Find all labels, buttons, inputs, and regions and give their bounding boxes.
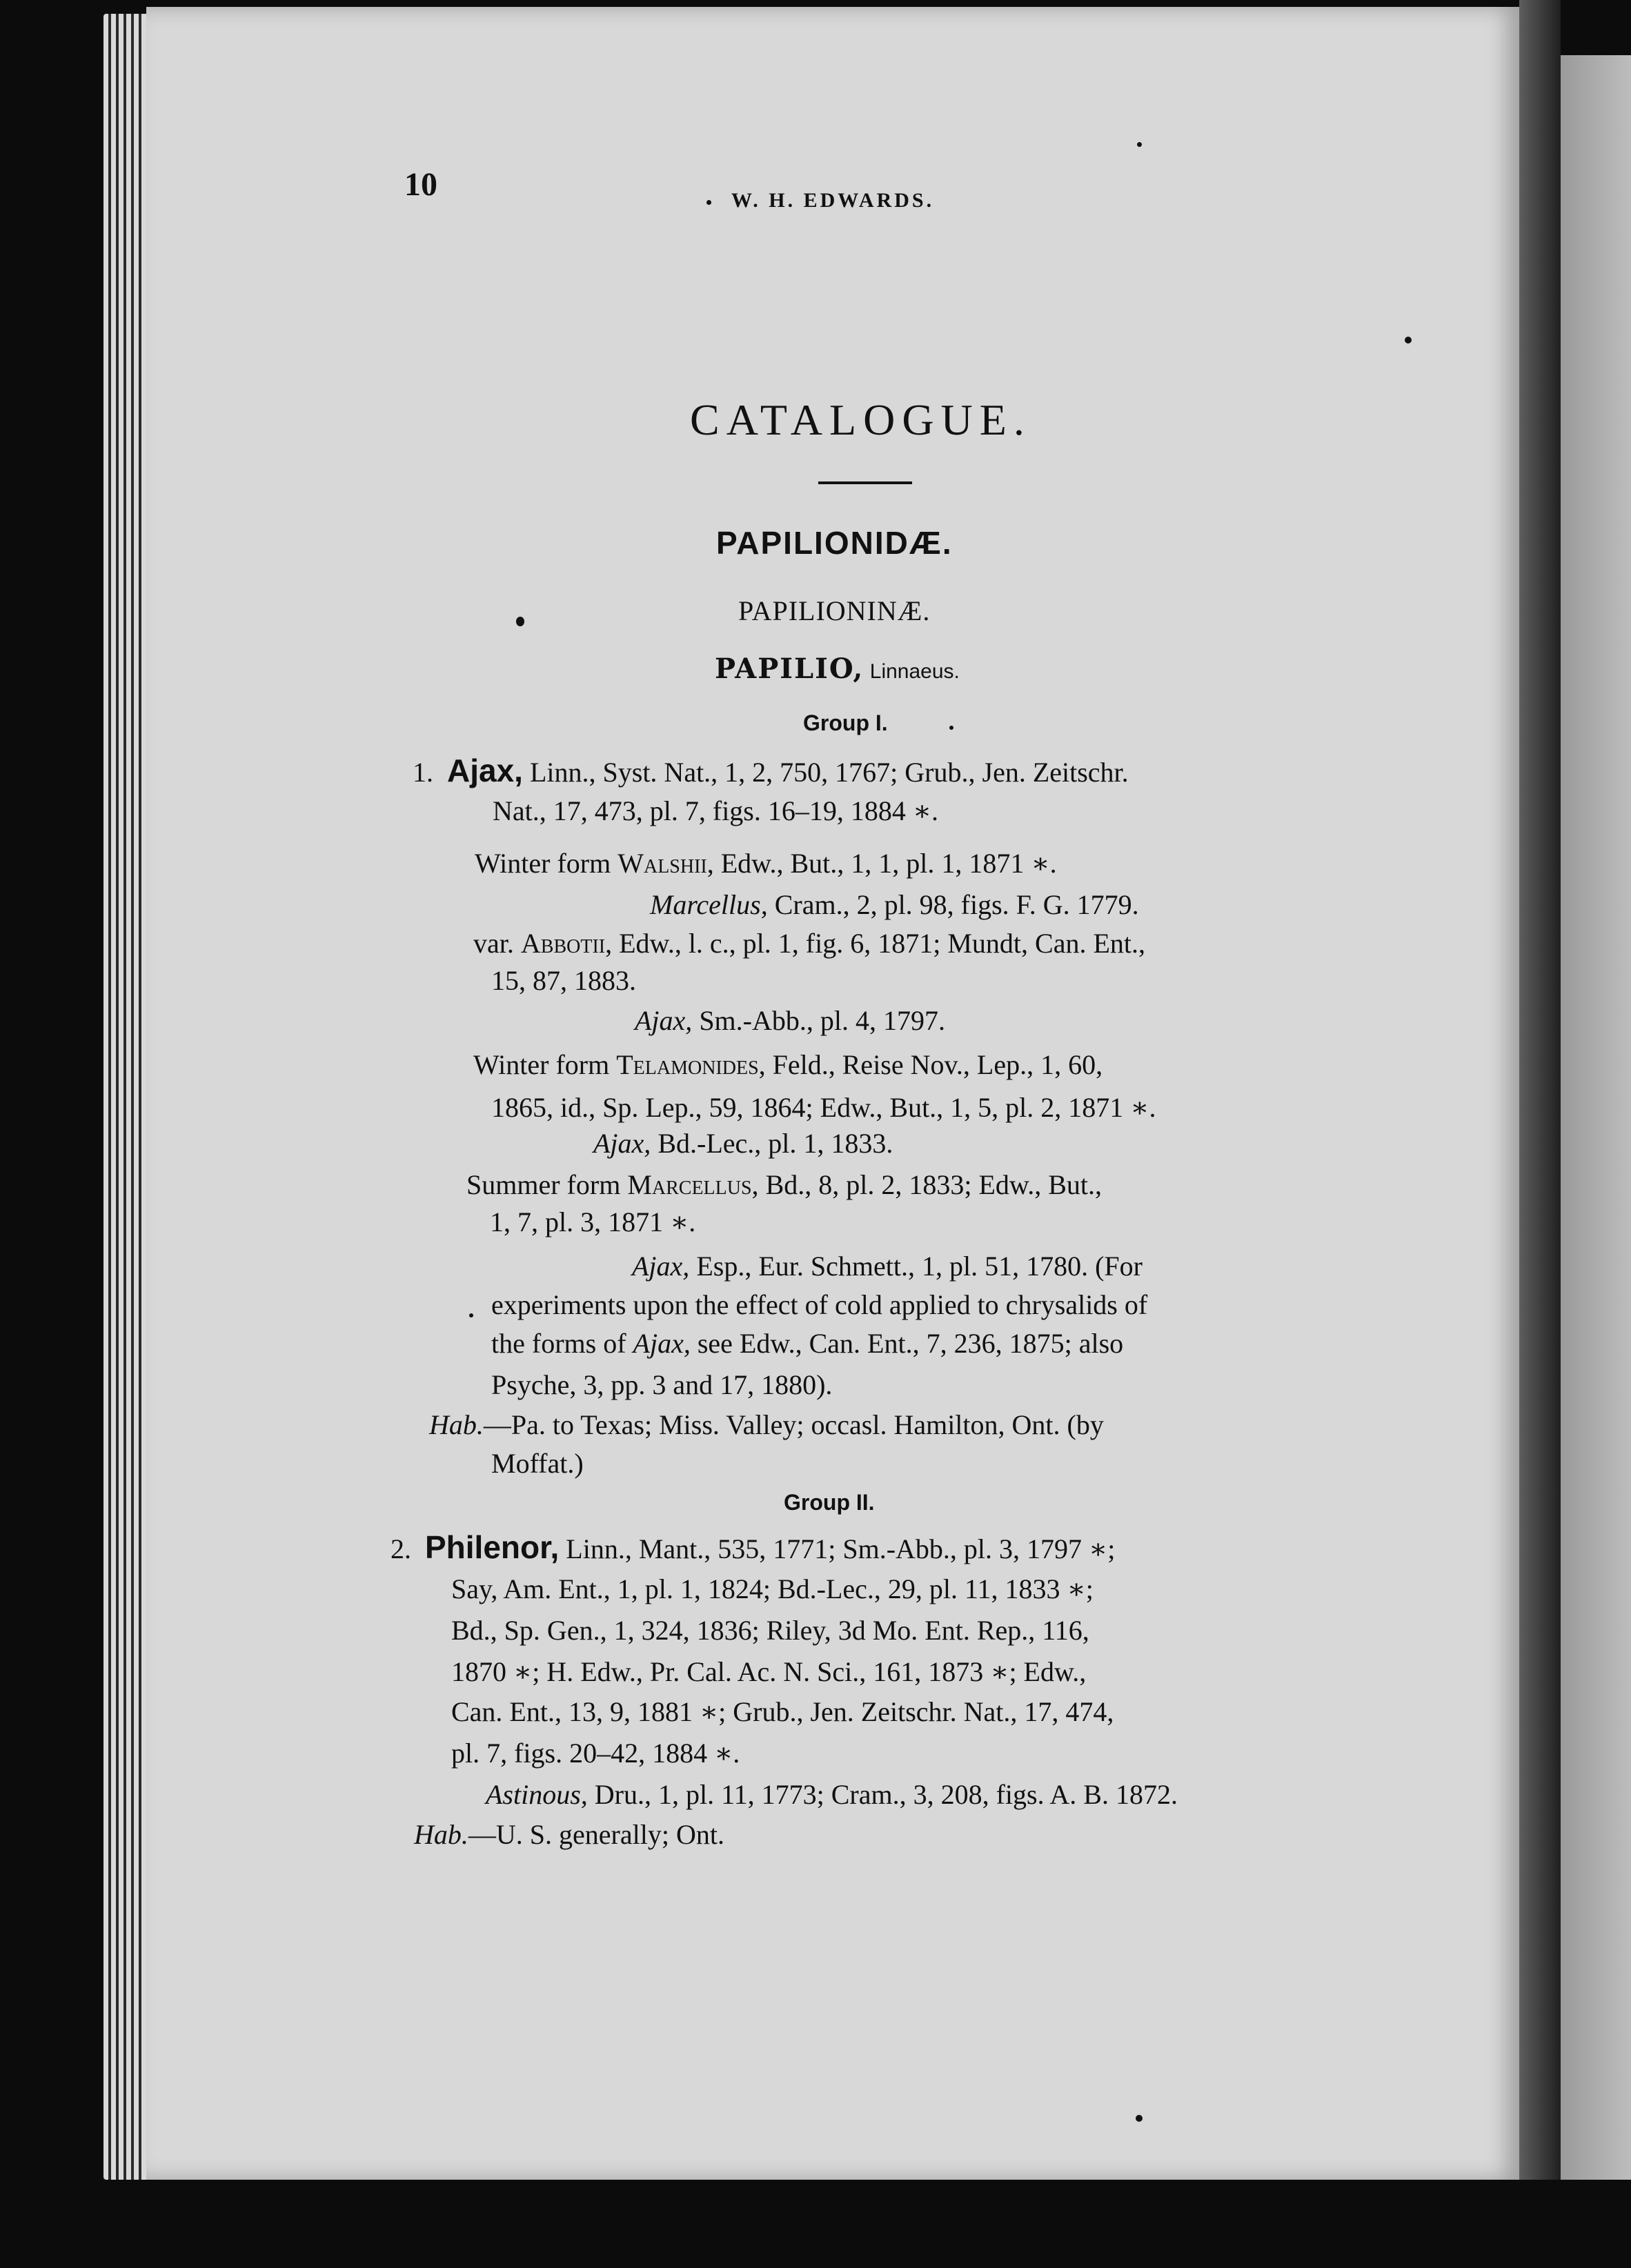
line-text: Feld., Reise Nov., Lep., 1, 60, xyxy=(772,1049,1103,1080)
entry-1-line-8 xyxy=(473,1048,1103,1081)
group-2-heading: Group II. xyxy=(784,1490,875,1515)
entry-2-line-2: Say, Am. Ent., 1, pl. 1, 1824; Bd.-Lec., 29, pl. 11, 1833 ∗; xyxy=(451,1573,1094,1604)
entry-1-line-6: 15, 87, 1883. xyxy=(491,965,636,996)
group-1-heading: Group I. xyxy=(803,710,888,735)
entry-1-line-13 xyxy=(632,1250,1143,1282)
entry-1-habitat xyxy=(429,1409,1104,1441)
synonym-name: Ajax, xyxy=(632,1251,690,1282)
line-text: Dru., 1, pl. 11, 1773; Cram., 3, 208, figs. A. B. 1872. xyxy=(594,1779,1178,1810)
scan-speck xyxy=(1405,337,1412,344)
line-text: var. xyxy=(473,928,514,959)
line-text: Summer form xyxy=(466,1169,621,1200)
entry-1-line-4 xyxy=(650,888,1139,921)
habitat-label: Hab. xyxy=(414,1819,468,1850)
entry-2-citation-text: Linn., Mant., 535, 1771; Sm.-Abb., pl. 3, 1797 ∗; xyxy=(566,1533,1116,1564)
synonym-name: Ajax, xyxy=(593,1128,651,1159)
line-text: Winter form xyxy=(473,1049,610,1080)
entry-2-line-6: pl. 7, figs. 20–42, 1884 ∗. xyxy=(451,1738,740,1769)
line-text: the forms of xyxy=(491,1328,626,1359)
scan-speck xyxy=(516,617,524,626)
entry-1-line-11 xyxy=(466,1168,1102,1201)
scan-speck xyxy=(1136,2115,1143,2122)
scan-speck xyxy=(1137,142,1142,147)
entry-2-line-7 xyxy=(486,1778,1178,1811)
line-text: Sm.-Abb., pl. 4, 1797. xyxy=(699,1005,945,1036)
entry-1-line-14: experiments upon the effect of cold applied to chrysalids of xyxy=(491,1289,1148,1320)
entry-1-line-7 xyxy=(635,1004,945,1037)
entry-2-line-4: 1870 ∗; H. Edw., Pr. Cal. Ac. N. Sci., 161, 1873 ∗; Edw., xyxy=(451,1656,1087,1687)
synonym-name: Marcellus, xyxy=(650,889,768,920)
line-text: Edw., l. c., pl. 1, fig. 6, 1871; Mundt, Can. Ent., xyxy=(619,928,1146,959)
habitat-text: —U. S. generally; Ont. xyxy=(468,1819,724,1850)
habitat-text: —Pa. to Texas; Miss. Valley; occasl. Hamilton, Ont. (by xyxy=(483,1409,1104,1440)
entry-1-line-5 xyxy=(473,927,1145,959)
habitat-label: Hab. xyxy=(429,1409,484,1440)
running-head: W. H. EDWARDS. xyxy=(731,189,935,212)
entry-1-line-12: 1, 7, pl. 3, 1871 ∗. xyxy=(490,1206,696,1237)
entry-2-line-3: Bd., Sp. Gen., 1, 324, 1836; Riley, 3d Mo. Ent. Rep., 116, xyxy=(451,1615,1089,1646)
line-text: Winter form xyxy=(475,848,611,879)
form-name: Abbotii, xyxy=(520,928,613,959)
synonym-name: Astinous, xyxy=(486,1779,588,1810)
scan-speck xyxy=(469,1313,473,1317)
genus-line xyxy=(715,653,960,685)
entry-1-citation-text: Linn., Syst. Nat., 1, 2, 750, 1767; Grub., Jen. Zeitschr. xyxy=(529,757,1129,788)
form-name: Walshii, xyxy=(617,848,714,879)
scan-border xyxy=(0,2180,1631,2268)
entry-1-species-name: Ajax, xyxy=(447,753,523,788)
form-name: Marcellus, xyxy=(627,1169,759,1200)
entry-2-line-1 xyxy=(391,1529,1115,1566)
line-text: Cram., 2, pl. 98, figs. F. G. 1779. xyxy=(774,889,1139,920)
line-text: Bd.-Lec., pl. 1, 1833. xyxy=(658,1128,893,1159)
page-number: 10 xyxy=(404,166,437,203)
family-name: PAPILIONIDÆ. xyxy=(716,525,953,561)
entry-1-line-2: Nat., 17, 473, pl. 7, figs. 16–19, 1884 ∗. xyxy=(493,795,939,826)
scan-speck xyxy=(706,200,711,205)
subfamily-name: PAPILIONINÆ. xyxy=(738,595,931,626)
line-text: Bd., 8, pl. 2, 1833; Edw., But., xyxy=(765,1169,1102,1200)
entry-2-habitat xyxy=(414,1818,724,1851)
entry-1-line-3 xyxy=(475,847,1057,879)
entry-2-line-5: Can. Ent., 13, 9, 1881 ∗; Grub., Jen. Zeitschr. Nat., 17, 474, xyxy=(451,1696,1114,1727)
entry-1-habitat-line-2: Moffat.) xyxy=(491,1448,584,1479)
binding-gutter xyxy=(1519,0,1561,2268)
synonym-name: Ajax, xyxy=(635,1005,693,1036)
genus-name: PAPILIO, xyxy=(715,653,864,685)
line-text: Edw., But., 1, 1, pl. 1, 1871 ∗. xyxy=(720,848,1057,879)
title-rule xyxy=(818,481,912,484)
genus-author: Linnaeus. xyxy=(869,660,960,683)
entry-1-line-1 xyxy=(413,752,1129,789)
line-text: see Edw., Can. Ent., 7, 236, 1875; also xyxy=(697,1328,1124,1359)
entry-1-line-9: 1865, id., Sp. Lep., 59, 1864; Edw., But., 1, 5, pl. 2, 1871 ∗. xyxy=(491,1092,1156,1123)
entry-2-species-name: Philenor, xyxy=(425,1529,560,1565)
synonym-name: Ajax, xyxy=(633,1328,691,1359)
entry-1-line-16: Psyche, 3, pp. 3 and 17, 1880). xyxy=(491,1369,833,1400)
entry-2-number: 2. xyxy=(391,1533,411,1564)
entry-1-line-10 xyxy=(593,1127,893,1160)
form-name: Telamonides, xyxy=(616,1049,766,1080)
catalogue-title: CATALOGUE. xyxy=(690,395,1031,444)
facing-page-edge xyxy=(1561,55,1631,2194)
entry-1-line-15 xyxy=(491,1327,1123,1360)
line-text: Esp., Eur. Schmett., 1, pl. 51, 1780. (For xyxy=(696,1251,1143,1282)
scan-speck xyxy=(949,726,953,730)
entry-1-number: 1. xyxy=(413,757,433,788)
